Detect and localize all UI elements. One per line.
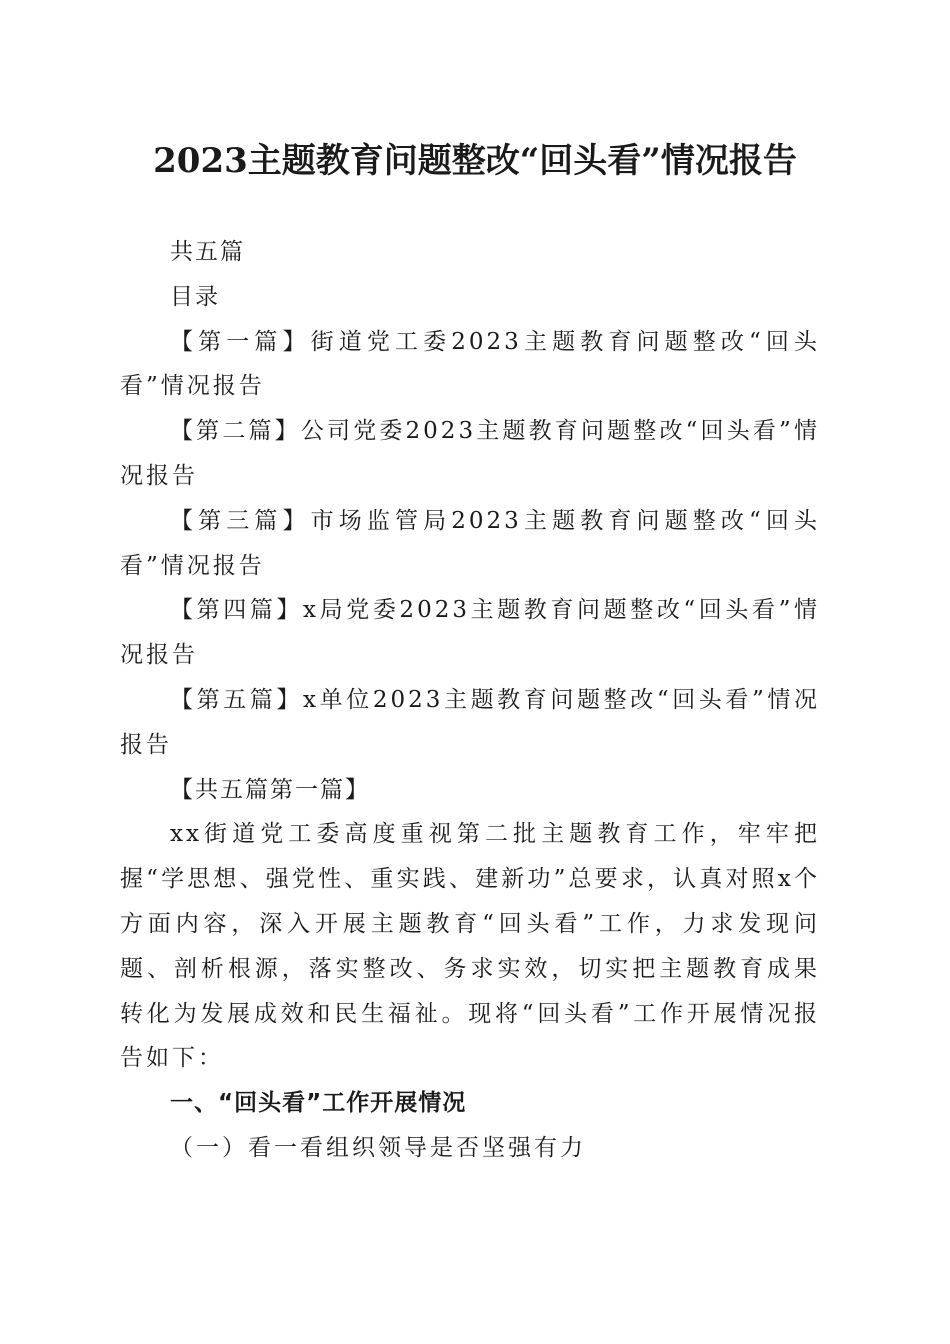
toc-label: 目录: [170, 283, 220, 310]
toc-item: 【第一篇】街道党工委2023主题教育问题整改“回头看”情况报告: [120, 328, 820, 400]
section-marker: 【共五篇第一篇】: [170, 776, 370, 803]
toc-item: 【第四篇】x局党委2023主题教育问题整改“回头看”情况报告: [120, 597, 820, 669]
document-title: 2023主题教育问题整改“回头看”情况报告: [153, 141, 797, 181]
document-body: [120, 230, 820, 1171]
toc-item: 【第三篇】市场监管局2023主题教育问题整改“回头看”情况报告: [120, 507, 820, 579]
section-heading-2: （一）看一看组织领导是否坚强有力: [170, 1134, 586, 1161]
toc-item: 【第二篇】公司党委2023主题教育问题整改“回头看”情况报告: [120, 418, 820, 489]
section-heading-1: 一、“回头看”工作开展情况: [170, 1090, 467, 1117]
count-label: 共五篇: [170, 239, 245, 265]
toc-item: 【第五篇】x单位2023主题教育问题整改“回头看”情况报告: [120, 686, 820, 758]
intro-paragraph: xx街道党工委高度重视第二批主题教育工作，牢牢把握“学思想、强党性、重实践、建新功”总要求，认真对照x个方面内容，深入开展主题教育“回头看”工作，力求发现问题、剖析根源，落实整改、务求实效，切实把主题教育成果转化为发展成效和民生福祉。现将“回头看”工作开展情况报告如下：: [120, 821, 820, 1072]
